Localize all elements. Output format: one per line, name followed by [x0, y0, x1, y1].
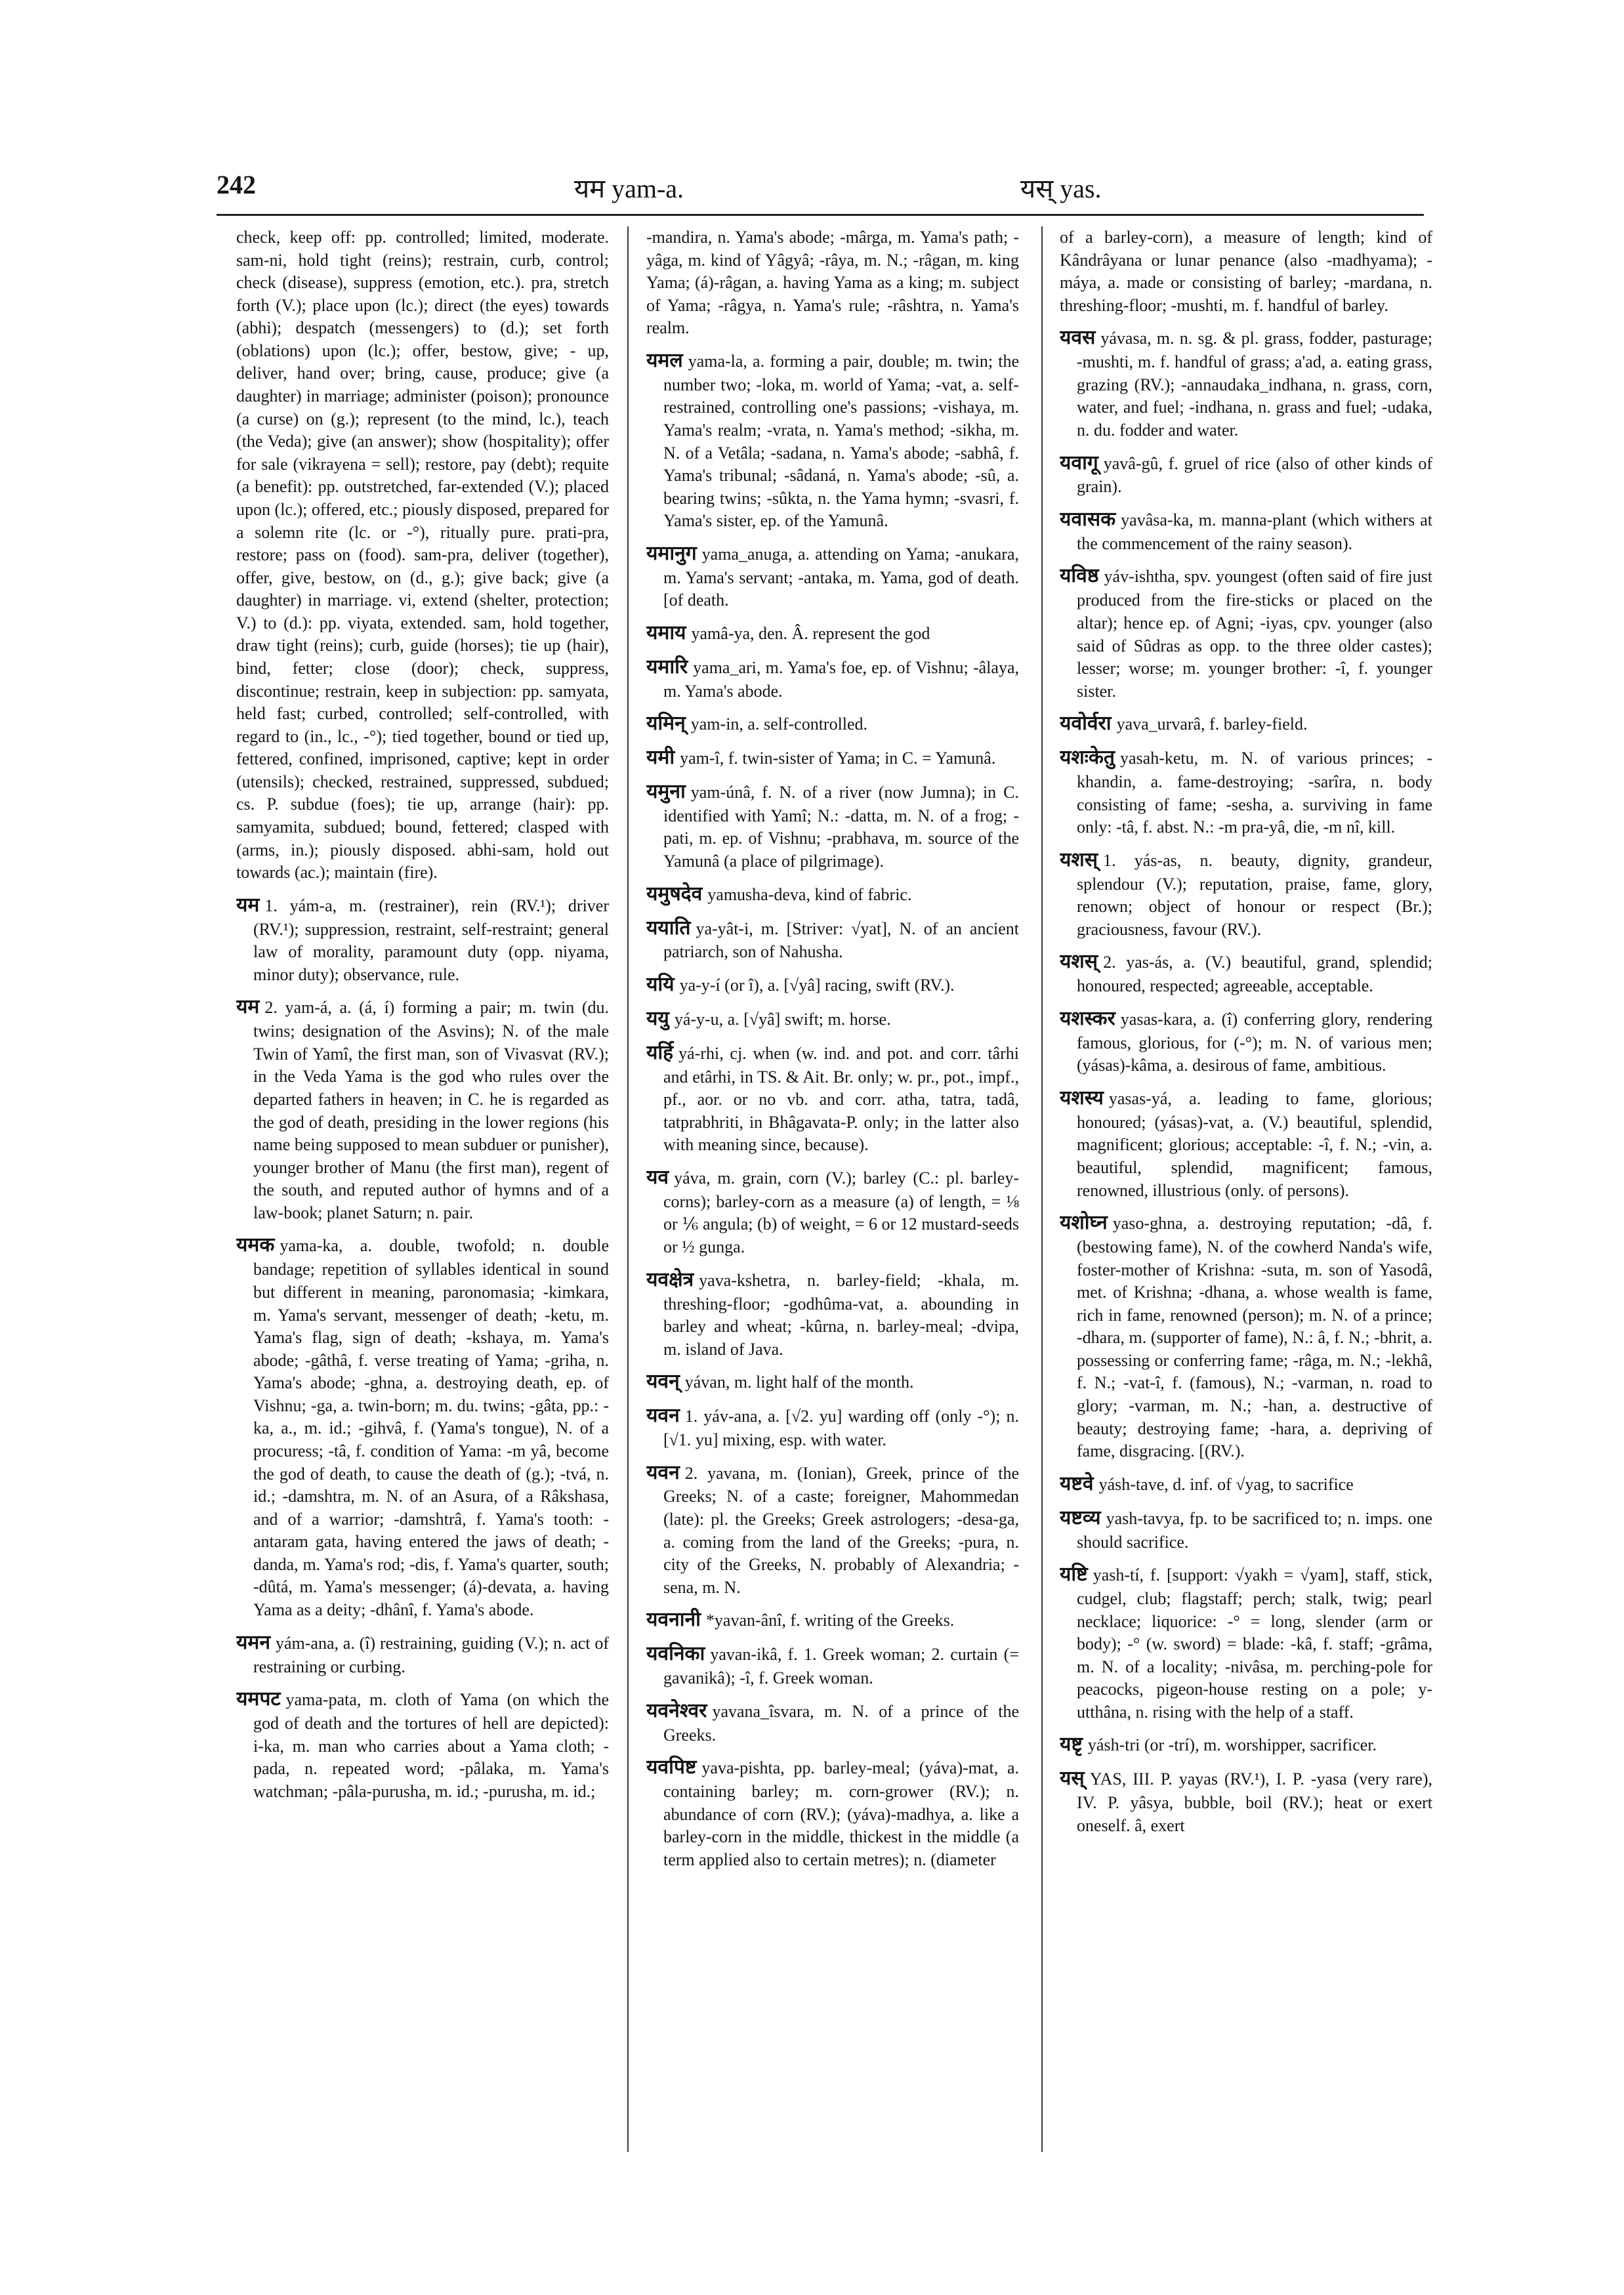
entry-text: -mandira, n. Yama's abode; -mârga, m. Yama's path; -yâga, m. kind of Yâgyâ; -râya, m. N.; -râgan, m. king Yama; (á)-râgan, a. having Yama as a king; m. subject of Yama; -râgya, n. Yama's rule; -râshtra, n. Yama's realm.: [646, 228, 1019, 338]
headword: यम: [236, 995, 260, 1019]
dictionary-entry: [1060, 325, 1432, 442]
entry-text: yam-in, a. self-controlled.: [690, 714, 868, 734]
entry-text: yáv-ishtha, spv. youngest (often said of fire just produced from the fire-sticks or placed on the altar); hence ep. of Agni; -iyas, cpv. younger (also said of Sûdras as opp. to the three older castes); lesser; worse; m. younger brother: -î, f. younger sister.: [1077, 567, 1432, 701]
entry-text: yam-únâ, f. N. of a river (now Jumna); in C. identified with Yamî; N.: -datta, m. N. of a frog; -pati, m. ep. of Vishnu; -prabhava, m. source of the Yamunâ (a place of pilgrimage).: [663, 783, 1019, 871]
entry-text: yá-y-u, a. [√yâ] swift; m. horse.: [674, 1009, 891, 1029]
entry-text: YAS, III. P. yayas (RV.¹), I. P. -yasa (very rare), IV. P. yâsya, bubble, boil (RV.); heat or exert oneself. â, exert: [1077, 1769, 1432, 1835]
entry-text: yasas-yá, a. leading to fame, glorious; honoured; (yásas)-vat, a. (V.) beautiful, splendid, magnificent; glorious; acceptable: -î, f. N.; -vin, a. beautiful, splendid, magnificent; famous, renowned, illustrious (only. of persons).: [1077, 1088, 1432, 1200]
dictionary-entry: [646, 1641, 1019, 1689]
headword: यष्टव्य: [1060, 1506, 1101, 1529]
entry-text: yá-rhi, cj. when (w. ind. and pot. and corr. târhi and etârhi, in TS. & Ait. Br. only; w. pr., pot., impf., pf., aor. or no vb. and corr. atha, tatra, tadâ, tatprabhriti, in Bhâgavata-P. only; in the latter also with meaning since, because).: [663, 1043, 1019, 1155]
headword: यशोघ्न: [1060, 1211, 1108, 1235]
dictionary-entry: [646, 915, 1019, 964]
dictionary-entry: [1060, 1471, 1432, 1497]
dictionary-entry: [1060, 949, 1432, 997]
headword: यवस: [1060, 326, 1096, 350]
running-head-left: यम yam-a.: [574, 174, 684, 203]
entry-text: yash-tí, f. [support: √yakh = √yam], staff, stick, cudgel, club; flagstaff; perch; stalk, twig; pearl necklace; liquorice: -° = long, slender (arm or body); -° (w. sword) = blade: -kâ, f. staff; -grâma, m. N. of a locality; -nivâsa, m. perching-pole for peacocks, pigeon-house resting on a pole; y-utthâna, n. rising with the help of a staff.: [1077, 1565, 1432, 1722]
entry-text: ya-yât-i, m. [Striver: √yat], N. of an ancient patriarch, son of Nahusha.: [663, 919, 1019, 962]
headword: यमिन्: [646, 712, 686, 735]
header-rule: [217, 214, 1424, 216]
headword: यमारि: [646, 655, 688, 678]
entry-text: yamusha-deva, kind of fabric.: [707, 884, 912, 904]
dictionary-entry: [646, 972, 1019, 998]
dictionary-entry: [646, 779, 1019, 873]
dictionary-entry: [236, 1630, 609, 1678]
dictionary-entry: [646, 348, 1019, 533]
entry-text: 1. yáv-ana, a. [√2. yu] warding off (only -°); n. [√1. yu] mixing, esp. with water.: [663, 1407, 1019, 1450]
headword: यवनिका: [646, 1642, 705, 1666]
dictionary-entry: [646, 1460, 1019, 1600]
headword: यशस्कर: [1060, 1006, 1115, 1030]
headword: ययाति: [646, 916, 691, 940]
headword: यवपिष्ट: [646, 1756, 697, 1779]
dictionary-entry: [1060, 450, 1432, 499]
headword: यमुषदेव: [646, 882, 703, 905]
column-divider: [627, 226, 629, 2152]
dictionary-entry: [646, 226, 1019, 340]
dictionary-entry: [236, 1686, 609, 1803]
dictionary-entry: [646, 711, 1019, 737]
headword: ययि: [646, 973, 675, 996]
dictionary-entry: [646, 654, 1019, 703]
headword: यमपट: [236, 1687, 281, 1711]
dictionary-entry: [646, 881, 1019, 907]
entry-text: yama-ka, a. double, twofold; n. double bandage; repetition of syllables identical in sound but different in meaning, paronomasia; -kimkara, m. Yama's servant, messenger of death; -ketu, m. Yama's flag, sign of death; -kshaya, m. Yama's abode; -gâthâ, f. verse treating of Yama; -griha, n. Yama's abode; -ghna, a. destroying death, ep. of Vishnu; -ga, a. twin-born; m. du. twins; -gâta, pp.: -ka, a., m. id.; -gihvâ, f. (Yama's tongue), N. of a procuress; -tâ, f. condition of Yama: -m yâ, become the god of death, to cause the death of (g.); -tvá, n. id.; -damshtra, m. N. of an Asura, of a Râkshasa, and of a warrior; -damshtrâ, f. Yama's tooth: -antaram gata, having entered the jaws of death; -danda, m. Yama's rod; -dis, f. Yama's quarter, south; -dûtá, m. Yama's messenger; (á)-devata, a. having Yama as a deity; -dhânî, f. Yama's abode.: [253, 1236, 609, 1620]
column-divider: [1041, 226, 1043, 2152]
headword: यवोर्वरा: [1060, 712, 1112, 735]
dictionary-entry: [1060, 1006, 1432, 1077]
entry-text: yava-pishta, pp. barley-meal; (yáva)-mat, a. containing barley; m. corn-grower (RV.); n. abundance of corn (RV.); (yáva)-madhya, a. like a barley-corn in the middle, thickest in the middle (a term applied also to certain metres); n. (diameter: [663, 1758, 1019, 1869]
entry-text: yasah-ketu, m. N. of various princes; -khandin, a. fame-destroying; -sarîra, n. body consisting of fame; -sesha, a. surviving in fame only: -tâ, f. abst. N.: -m pra-yâ, die, -m nî, kill.: [1077, 749, 1432, 837]
headword: यवागू: [1060, 451, 1098, 474]
dictionary-entry: [646, 1165, 1019, 1259]
entry-text: yam-î, f. twin-sister of Yama; in C. = Yamunâ.: [680, 749, 996, 768]
headword: यवासक: [1060, 507, 1116, 531]
dictionary-entry: [1060, 563, 1432, 703]
headword: यविष्ठ: [1060, 564, 1099, 588]
dictionary-column-3: [1060, 226, 1432, 2195]
dictionary-entry: [1060, 711, 1432, 737]
dictionary-entry: [646, 1607, 1019, 1633]
entry-text: yáva, m. grain, corn (V.); barley (C.: pl. barley-corns); barley-corn as a measure (a) of length, = ⅛ or ⅙ angula; (b) of weight, = 6 or 12 mustard-seeds or ½ gunga.: [663, 1168, 1019, 1257]
headword: यवक्षेत्र: [646, 1268, 694, 1291]
headword: यष्टवे: [1060, 1472, 1094, 1495]
dictionary-entry: [646, 1040, 1019, 1157]
dictionary-entry: [646, 1006, 1019, 1032]
entry-text: yávasa, m. n. sg. & pl. grass, fodder, pasturage; -mushti, m. f. handful of grass; a'ad, a. eating grass, grazing (RV.); -annaudaka_indhana, n. grass, corn, water, and fuel; -indhana, n. grass and fuel; -udaka, n. du. fodder and water.: [1077, 329, 1432, 440]
headword: यमक: [236, 1233, 275, 1257]
dictionary-entry: [1060, 1766, 1432, 1837]
dictionary-entry: [1060, 1731, 1432, 1758]
headword: यवन: [646, 1460, 680, 1484]
entry-text: of a barley-corn), a measure of length; kind of Kândrâyana or lunar penance (also -madhyama); -máya, a. made or consisting of barley; -mardana, n. threshing-floor; -mushti, m. f. handful of barley.: [1060, 228, 1432, 315]
headword: यम: [236, 893, 260, 917]
entry-text: 2. yavana, m. (Ionian), Greek, prince of the Greeks; N. of a caste; foreigner, Mahommedan (late): pl. the Greeks; Greek astrologers; -desa-ga, a. coming from the land of the Greeks; -pura, n. city of the Greeks, N. probably of Alexandria; -sena, m. N.: [663, 1463, 1019, 1597]
entry-text: ya-y-í (or î), a. [√yâ] racing, swift (RV.).: [679, 976, 955, 995]
entry-text: yama_anuga, a. attending on Yama; -anukara, m. Yama's servant; -antaka, m. Yama, god of death. [of death.: [663, 544, 1019, 610]
entry-text: check, keep off: pp. controlled; limited, moderate. sam-ni, hold tight (reins); restrain, curb, control; check (disease), suppress (emotion, etc.). pra, stretch forth (V.); place upon (lc.); direct (the eyes) towards (abhi); despatch (messengers) to (d.); set forth (oblations) upon (lc.); offer, bestow, give; - up, deliver, hand over; bring, cause, produce; give (a daughter) in marriage; administer (poison); pronounce (a curse) on (g.); represent (to the mind, lc.), teach (the Veda); give (an answer); show (hospitality); offer for sale (vikrayena = sell); restore, pay (debt); requite (a benefit): pp. outstretched, far-extended (V.); placed upon (lc.); offered, etc.; piously disposed, prepared for a solemn rite (lc. or -°), ritually pure. prati-pra, restore; pass on (food). sam-pra, deliver (together), offer, give, bestow, on (d., g.); give back; give (a daughter) in marriage. vi, extend (shelter, protection; V.) to (d.): pp. viyata, extended. sam, hold together, draw tight (reins); curb, guide (horses); tie up (hair), bind, fetter; close (door); check, suppress, discontinue; restrain, keep in subjection: pp. samyata, held fast; curbed, controlled; self-controlled, with regard to (in., lc., -°); tied together, bound or tied up, fettered, confined, imprisoned, captive; kept in order (utensils); checked, restrained, suppressed, subdued; cs. P. subdue (foes); tie up, arrange (hair): pp. samyamita, subdued; bound, fettered; clasped with (arms, in.); piously disposed. abhi-sam, hold out towards (ac.); maintain (fire).: [236, 228, 609, 882]
headword: यशस्: [1060, 848, 1098, 871]
entry-text: yavana_îsvara, m. N. of a prince of the Greeks.: [663, 1701, 1019, 1745]
headword: यशःकेतु: [1060, 746, 1115, 770]
dictionary-entry: [646, 1754, 1019, 1871]
dictionary-entry: [646, 1369, 1019, 1395]
headword: यवन: [646, 1404, 680, 1428]
headword: यस्: [1060, 1767, 1085, 1790]
dictionary-entry: [1060, 847, 1432, 941]
headword: यवनानी: [646, 1608, 701, 1632]
headword: यमी: [646, 746, 675, 770]
entry-text: yama-pata, m. cloth of Yama (on which the god of death and the tortures of hell are depicted): i-ka, m. man who carries about a Yama cloth; -pada, n. repeated word; -pâlaka, m. Yama's watchman; -pâla-purusha, m. id.; -purusha, m. id.;: [253, 1690, 609, 1801]
headword: ययु: [646, 1006, 669, 1030]
entry-text: yávan, m. light half of the month.: [684, 1373, 914, 1392]
entry-text: yavâ-gû, f. gruel of rice (also of other kinds of grain).: [1077, 453, 1432, 497]
dictionary-entry: [646, 620, 1019, 646]
entry-text: yám-ana, a. (î) restraining, guiding (V.); n. act of restraining or curbing.: [253, 1633, 609, 1676]
dictionary-entry: [1060, 745, 1432, 839]
headword: यशस्: [1060, 950, 1098, 974]
entry-text: *yavan-ânî, f. writing of the Greeks.: [705, 1611, 955, 1630]
dictionary-column-1: [236, 226, 609, 2195]
dictionary-entry: [646, 541, 1019, 612]
page-number: 242: [217, 170, 256, 199]
entry-text: 2. yas-ás, a. (V.) beautiful, grand, splendid; honoured, respected; agreeable, acceptable.: [1077, 953, 1432, 996]
dictionary-column-2: [646, 226, 1019, 2195]
entry-text: yama_ari, m. Yama's foe, ep. of Vishnu; -âlaya, m. Yama's abode.: [663, 657, 1019, 701]
dictionary-entry: [646, 1403, 1019, 1451]
dictionary-entry: [1060, 1505, 1432, 1554]
dictionary-entry: [646, 1698, 1019, 1747]
dictionary-entry: [646, 1267, 1019, 1361]
entry-text: yaso-ghna, a. destroying reputation; -dâ, f. (bestowing fame), N. of the cowherd Nanda's wife, foster-mother of Krishna: -suta, m. son of Yasodâ, met. of Krishna; -dhana, a. whose wealth is fame, rich in fame, renowned (person); m. N. of a prince; -dhara, m. (supporter of fame), N.: â, f. N.; -bhrit, a. possessing or conferring fame; -râga, m. N.; -lekhâ, f. N.; -vat-î, f. (famous), N.; -varman, n. road to glory; -varman, m. N.; -han, a. destructive of beauty; destroying fame; -hara, a. depriving of fame, disgracing. [(RV.).: [1077, 1214, 1432, 1461]
dictionary-entry: [236, 226, 609, 884]
entry-text: yasas-kara, a. (î) conferring glory, rendering famous, glorious, for (-°); m. N. of various men; (yásas)-kâma, a. desirous of fame, ambitious.: [1077, 1009, 1432, 1075]
headword: यष्टि: [1060, 1563, 1088, 1586]
headword: यव: [646, 1165, 669, 1189]
headword: यर्हि: [646, 1041, 674, 1064]
dictionary-entry: [236, 1232, 609, 1621]
headword: यमन: [236, 1630, 270, 1654]
entry-text: 2. yam-á, a. (á, í) forming a pair; m. twin (du. twins; designation of the Asvins); N. of the male Twin of Yamî, the first man, son of Vivasvat (RV.); in the Veda Yama is the god who rules over the departed fathers in heaven; in C. he is regarded as the god of death, presiding in the lower regions (his name being supposed to mean subduer or punisher), younger brother of Manu (the first man), regent of the south, and reputed author of hymns and of a law-book; planet Saturn; n. pair.: [253, 998, 609, 1222]
entry-text: yash-tavya, fp. to be sacrificed to; n. imps. one should sacrifice.: [1077, 1508, 1432, 1552]
entry-text: yavan-ikâ, f. 1. Greek woman; 2. curtain (= gavanikâ); -î, f. Greek woman.: [663, 1645, 1019, 1688]
headword: यशस्य: [1060, 1086, 1104, 1109]
dictionary-entry: [1060, 226, 1432, 317]
entry-text: yásh-tri (or -trí), m. worshipper, sacrificer.: [1087, 1735, 1377, 1755]
entry-text: yavâsa-ka, m. manna-plant (which withers at the commencement of the rainy season).: [1077, 510, 1432, 553]
running-head-right: यस् yas.: [1020, 174, 1102, 203]
entry-text: yava_urvarâ, f. barley-field.: [1116, 714, 1308, 734]
entry-text: yava-kshetra, n. barley-field; -khala, m. threshing-floor; -godhûma-vat, a. abounding in barley and wheat; -kûrna, n. barley-meal; -dvipa, m. island of Java.: [663, 1270, 1019, 1359]
entry-text: 1. yás-as, n. beauty, dignity, grandeur, splendour (V.); reputation, praise, fame, glory, renown; object of honour or respect (Br.); graciousness, favour (RV.).: [1077, 850, 1432, 939]
dictionary-entry: [1060, 1085, 1432, 1202]
entry-text: yásh-tave, d. inf. of √yag, to sacrifice: [1098, 1474, 1354, 1494]
dictionary-entry: [646, 745, 1019, 771]
dictionary-entry: [236, 892, 609, 987]
entry-text: yamâ-ya, den. Â. represent the god: [691, 623, 930, 643]
headword: यमल: [646, 348, 683, 372]
headword: यमानुग: [646, 541, 697, 565]
headword: यवन्: [646, 1370, 680, 1394]
dictionary-entry: [236, 994, 609, 1224]
entry-text: yama-la, a. forming a pair, double; m. twin; the number two; -loka, m. world of Yama; -vat, a. self-restrained, controlling one's passions; -vishaya, m. Yama's realm; -vrata, n. Yama's method; -sikha, m. N. of a Vetâla; -sadana, n. Yama's abode; -sabhâ, f. Yama's tribunal; -sâdaná, n. Yama's abode; -sû, a. bearing twins; -sûkta, n. the Yama hymn; -svasri, f. Yama's sister, ep. of the Yamunâ.: [663, 351, 1019, 531]
page-header: [217, 169, 1424, 209]
headword: यष्टृ: [1060, 1733, 1083, 1756]
entry-text: 1. yám-a, m. (restrainer), rein (RV.¹); driver (RV.¹); suppression, restraint, self-restraint; general law of morality, paramount duty (opp. niyama, minor duty); observance, rule.: [253, 896, 609, 984]
dictionary-entry: [1060, 507, 1432, 555]
dictionary-entry: [1060, 1561, 1432, 1724]
headword: यमाय: [646, 621, 686, 644]
dictionary-entry: [1060, 1210, 1432, 1463]
headword: यमुना: [646, 780, 686, 804]
headword: यवनेश्वर: [646, 1699, 707, 1722]
